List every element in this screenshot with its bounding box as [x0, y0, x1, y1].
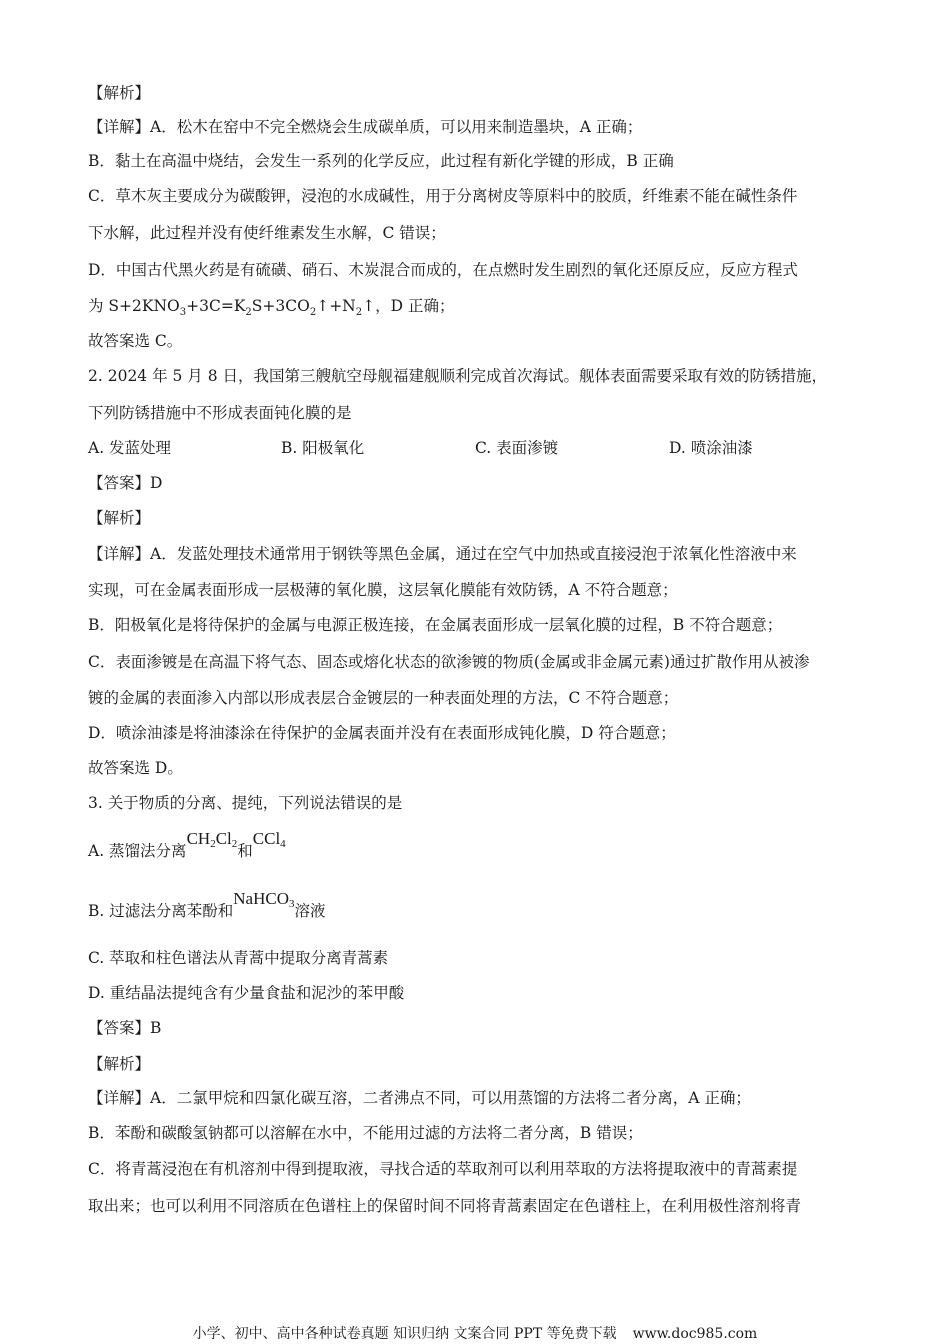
q1-detail-a: 【详解】A．松木在窑中不完全燃烧会生成碳单质，可以用来制造墨块，A 正确； [88, 118, 643, 136]
q2-option-d: D. 喷涂油漆 [669, 439, 753, 457]
q2-detail-b: B．阳极氧化是将待保护的金属与电源正极连接，在金属表面形成一层氧化膜的过程，B 不符合题意； [88, 616, 783, 634]
q1-detail-b: B．黏土在高温中烧结，会发生一系列的化学反应，此过程有新化学键的形成，B 正确 [88, 152, 674, 170]
q1-conclusion: 故答案选 C。 [88, 332, 183, 350]
q3-stem: 3. 关于物质的分离、提纯，下列说法错误的是 [88, 794, 403, 812]
formula-nahco3: NaHCO$_3$ [233, 889, 295, 910]
q2-option-c: C. 表面渗镀 [475, 439, 559, 457]
q3-detail-c2: 取出来；也可以利用不同溶质在色谱柱上的保留时间不同将青蒿素固定在色谱柱上，在利用极性溶剂将青 [88, 1197, 802, 1215]
q2-stem-1: 2. 2024 年 5 月 8 日，我国第三艘航空母舰福建舰顺利完成首次海试。舰体表面需要采取有效的防锈措施， [88, 367, 828, 385]
q3-option-c: C. 萃取和柱色谱法从青蒿中提取分离青蒿素 [88, 949, 389, 967]
q1-detail-c2: 下水解，此过程并没有使纤维素发生水解，C 错误； [88, 224, 446, 242]
q1-jiexi-tag: 【解析】 [88, 84, 151, 102]
q3-jiexi-tag: 【解析】 [88, 1055, 151, 1073]
q2-answer: 【答案】D [88, 474, 163, 492]
q3-option-a: A. 蒸馏法分离$CH_2Cl_2$和CCl$_4$ [88, 829, 286, 860]
q2-detail-a2: 实现，可在金属表面形成一层极薄的氧化膜，这层氧化膜能有效防锈，A 不符合题意； [88, 581, 678, 599]
q2-option-b: B. 阳极氧化 [281, 439, 365, 457]
formula-ch2cl2: $CH_2Cl_2$ [186, 829, 238, 850]
q3-detail-c1: C．将青蒿浸泡在有机溶剂中得到提取液，寻找合适的萃取剂可以利用萃取的方法将提取液中的青蒿素提 [88, 1160, 798, 1178]
q2-jiexi-tag: 【解析】 [88, 509, 151, 527]
q3-detail-a: 【详解】A．二氯甲烷和四氯化碳互溶，二者沸点不同，可以用蒸馏的方法将二者分离，A 正确； [88, 1089, 751, 1107]
footer-text: 小学、初中、高中各种试卷真题 知识归纳 文案合同 PPT 等免费下载 [192, 1326, 617, 1342]
q3-answer: 【答案】B [88, 1019, 162, 1037]
q3-option-d: D. 重结晶法提纯含有少量食盐和泥沙的苯甲酸 [88, 984, 405, 1002]
q1-detail-c1: C．草木灰主要成分为碳酸钾，浸泡的水成碱性，用于分离树皮等原料中的胶质，纤维素不能在碱性条件 [88, 187, 798, 205]
q2-detail-c1: C．表面渗镀是在高温下将气态、固态或熔化状态的欲渗镀的物质(金属或非金属元素)通过扩散作用从被渗 [88, 653, 810, 671]
q2-detail-a1: 【详解】A．发蓝处理技术通常用于钢铁等黑色金属，通过在空气中加热或直接浸泡于浓氧化性溶液中来 [88, 545, 797, 563]
q2-stem-2: 下列防锈措施中不形成表面钝化膜的是 [88, 404, 352, 422]
page-footer [0, 1323, 950, 1343]
q1-detail-d2: 为 $S+2KNO_3+3C=K_2S+3CO_2↑+N_2↑$，D 正确； [88, 297, 455, 319]
formula-ccl4: CCl$_4$ [252, 829, 286, 850]
q3-option-b: B. 过滤法分离苯酚和NaHCO$_3$溶液 [88, 889, 326, 920]
q2-detail-d: D．喷涂油漆是将油漆涂在待保护的金属表面并没有在表面形成钝化膜，D 符合题意； [88, 724, 676, 742]
q2-conclusion: 故答案选 D。 [88, 759, 183, 777]
footer-site-link[interactable]: www.doc985.com [632, 1326, 758, 1342]
q2-option-a: A. 发蓝处理 [88, 439, 172, 457]
q1-detail-d1: D．中国古代黑火药是有硫磺、硝石、木炭混合而成的，在点燃时发生剧烈的氧化还原反应，反应方程式 [88, 261, 798, 279]
q2-detail-c2: 镀的金属的表面渗入内部以形成表层合金镀层的一种表面处理的方法，C 不符合题意； [88, 689, 679, 707]
q3-detail-b: B．苯酚和碳酸氢钠都可以溶解在水中，不能用过滤的方法将二者分离，B 错误； [88, 1124, 643, 1142]
